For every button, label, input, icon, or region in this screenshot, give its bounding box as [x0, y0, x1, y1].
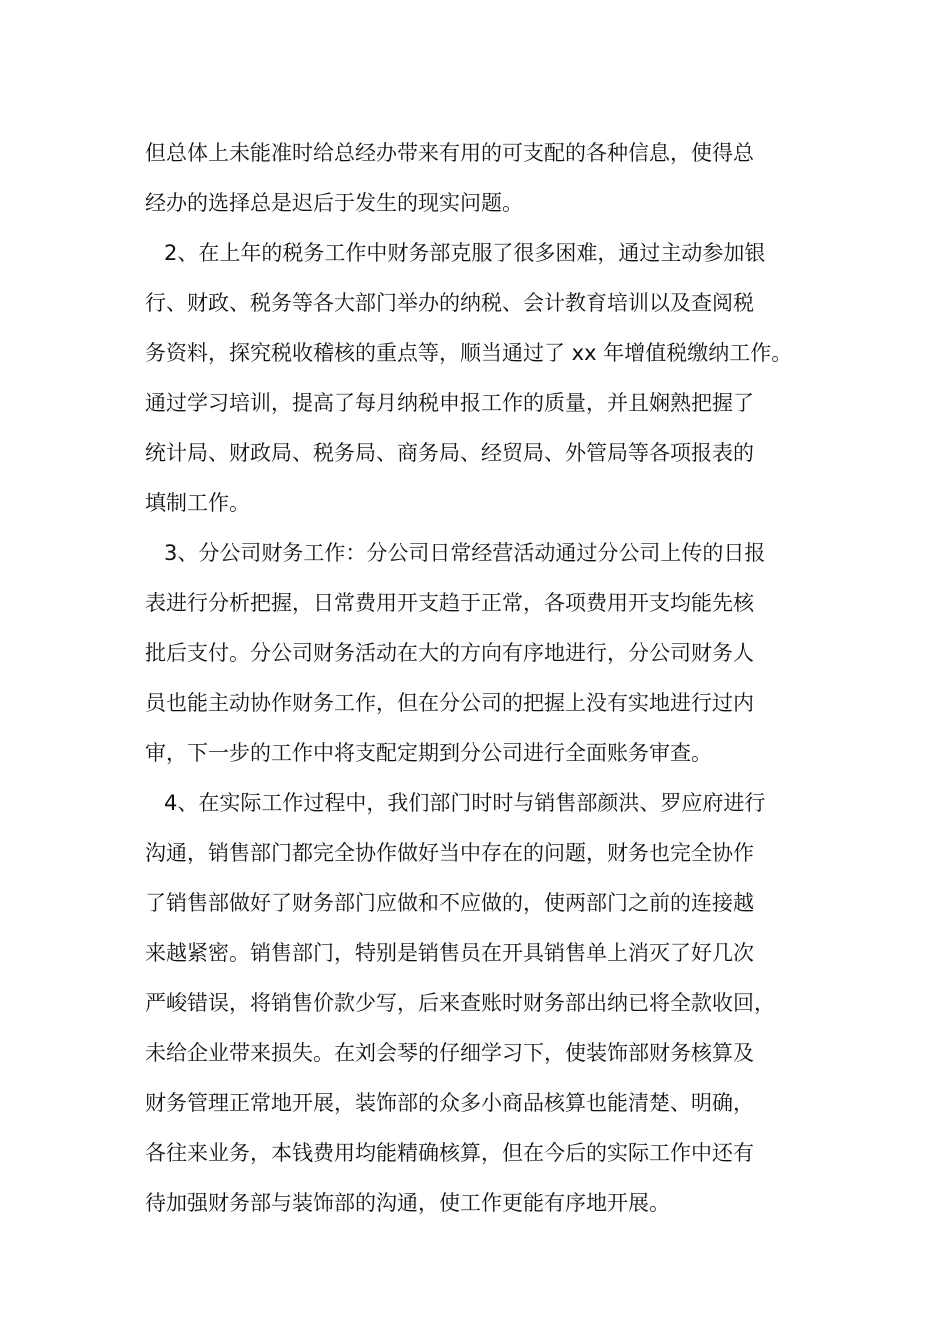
paragraph-2-line-2: 行、财政、税务等各大部门举办的纳税、会计教育培训以及查阅税: [145, 291, 754, 315]
paragraph-4-line-2: 沟通，销售部门都完全协作做好当中存在的问题，财务也完全协作: [145, 841, 754, 865]
paragraph-4-line-5: 严峻错误，将销售价款少写，后来查账时财务部出纳已将全款收回，: [145, 991, 775, 1015]
text-line-2: 经办的选择总是迟后于发生的现实问题。: [145, 191, 523, 215]
paragraph-4-line-3: 了销售部做好了财务部门应做和不应做的，使两部门之前的连接越: [145, 891, 754, 915]
paragraph-4-line-9: 待加强财务部与装饰部的沟通，使工作更能有序地开展。: [145, 1191, 670, 1215]
paragraph-4-line-4: 来越紧密。销售部门，特别是销售员在开具销售单上消灭了好几次: [145, 941, 754, 965]
body-text: [145, 128, 815, 1228]
paragraph-3-line-2: 表进行分析把握，日常费用开支趋于正常，各项费用开支均能先核: [145, 591, 754, 615]
paragraph-4-line-1: 4、在实际工作过程中，我们部门时时与销售部颜洪、罗应府进行: [164, 791, 766, 815]
paragraph-3-line-4: 员也能主动协作财务工作，但在分公司的把握上没有实地进行过内: [145, 691, 754, 715]
paragraph-3-line-1: 3、分公司财务工作：分公司日常经营活动通过分公司上传的日报: [164, 541, 766, 565]
paragraph-2-line-3: 务资料，探究税收稽核的重点等，顺当通过了 xx 年增值税缴纳工作。: [145, 341, 793, 365]
paragraph-2-line-6: 填制工作。: [145, 491, 250, 515]
paragraph-4-line-8: 各往来业务，本钱费用均能精确核算，但在今后的实际工作中还有: [145, 1141, 754, 1165]
paragraph-2-line-4: 通过学习培训，提高了每月纳税申报工作的质量，并且娴熟把握了: [145, 391, 754, 415]
paragraph-4-line-6: 未给企业带来损失。在刘会琴的仔细学习下，使装饰部财务核算及: [145, 1041, 754, 1065]
paragraph-3-line-5: 审，下一步的工作中将支配定期到分公司进行全面账务审查。: [145, 741, 712, 765]
paragraph-2-line-1: 2、在上年的税务工作中财务部克服了很多困难，通过主动参加银: [164, 241, 766, 265]
paragraph-3-line-3: 批后支付。分公司财务活动在大的方向有序地进行，分公司财务人: [145, 641, 754, 665]
text-line-1: 但总体上未能准时给总经办带来有用的可支配的各种信息，使得总: [145, 141, 754, 165]
paragraph-2-line-5: 统计局、财政局、税务局、商务局、经贸局、外管局等各项报表的: [145, 441, 754, 465]
paragraph-4-line-7: 财务管理正常地开展，装饰部的众多小商品核算也能清楚、明确，: [145, 1091, 754, 1115]
